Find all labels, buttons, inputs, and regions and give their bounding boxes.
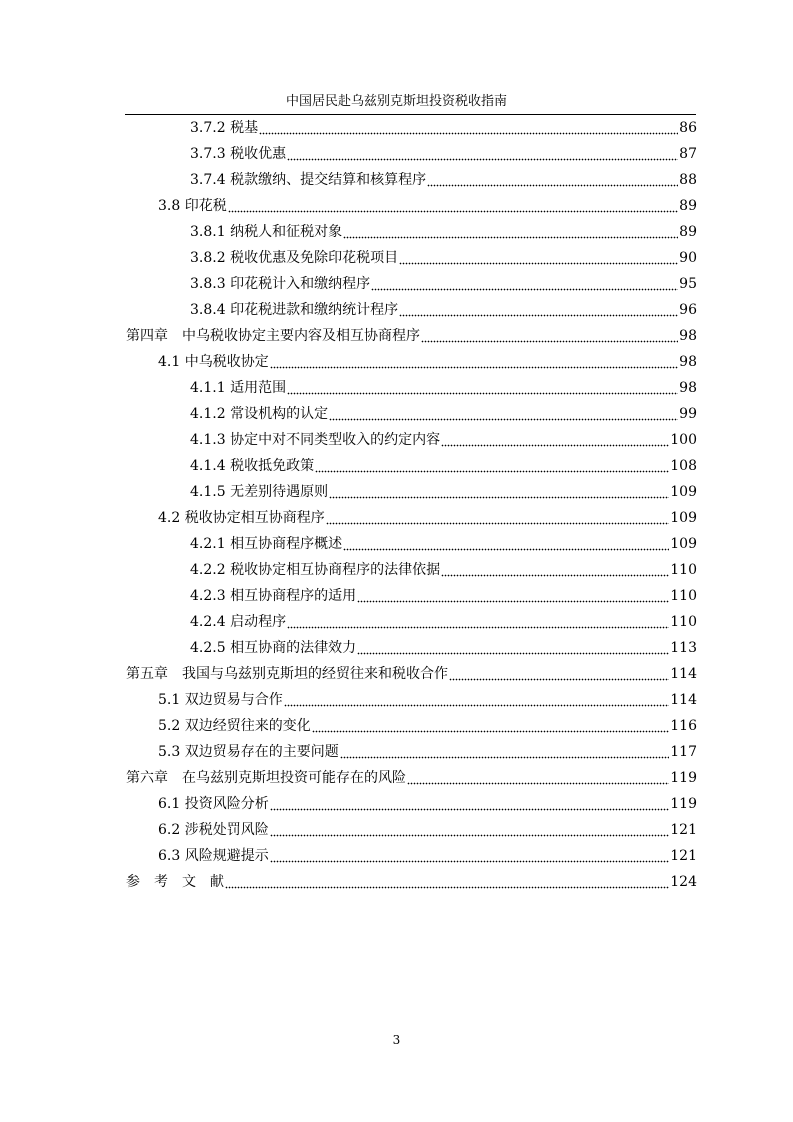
toc-entry-16[interactable] bbox=[0, 505, 793, 531]
toc-entry-label: 5.2 双边经贸往来的变化 bbox=[158, 718, 311, 734]
toc-entry-1[interactable] bbox=[0, 115, 793, 141]
toc-entry-label: 4.2 税收协定相互协商程序 bbox=[158, 510, 325, 526]
toc-entry-page: 98 bbox=[679, 328, 697, 344]
toc-entry-label: 4.1.2 常设机构的认定 bbox=[190, 406, 329, 422]
toc-dot-leader bbox=[421, 329, 678, 343]
toc-entry-page: 114 bbox=[670, 666, 697, 682]
toc-entry-11[interactable] bbox=[0, 375, 793, 401]
toc-entry-label: 6.3 风险规避提示 bbox=[158, 848, 269, 864]
toc-entry-page: 90 bbox=[679, 250, 697, 266]
toc-entry-21[interactable] bbox=[0, 635, 793, 661]
toc-entry-page: 87 bbox=[679, 146, 697, 162]
page-number: 3 bbox=[392, 1033, 401, 1047]
toc-entry-label: 3.7.4 税款缴纳、提交结算和核算程序 bbox=[190, 172, 427, 188]
toc-entry-label: 参 考 文 献 bbox=[126, 874, 224, 890]
toc-entry-label: 3.7.2 税基 bbox=[190, 120, 259, 136]
toc-entry-label: 6.1 投资风险分析 bbox=[158, 796, 269, 812]
toc-entry-label: 4.2.2 税收协定相互协商程序的法律依据 bbox=[190, 562, 441, 578]
toc-entry-label: 4.2.1 相互协商程序概述 bbox=[190, 536, 343, 552]
toc-entry-5[interactable] bbox=[0, 219, 793, 245]
toc-entry-page: 110 bbox=[670, 588, 697, 604]
toc-entry-page: 109 bbox=[670, 536, 697, 552]
toc-entry-label: 3.8.1 纳税人和征税对象 bbox=[190, 224, 343, 240]
toc-entry-17[interactable] bbox=[0, 531, 793, 557]
toc-entry-26[interactable] bbox=[0, 765, 793, 791]
toc-entry-19[interactable] bbox=[0, 583, 793, 609]
toc-entry-label: 4.1.4 税收抵免政策 bbox=[190, 458, 315, 474]
table-of-contents bbox=[0, 115, 793, 895]
toc-entry-2[interactable] bbox=[0, 141, 793, 167]
toc-entry-label: 4.2.5 相互协商的法律效力 bbox=[190, 640, 357, 656]
toc-entry-page: 113 bbox=[670, 640, 697, 656]
toc-entry-page: 86 bbox=[679, 120, 697, 136]
toc-entry-label: 4.1.3 协定中对不同类型收入的约定内容 bbox=[190, 432, 441, 448]
page-header-title: 中国居民赴乌兹别克斯坦投资税收指南 bbox=[285, 94, 507, 109]
toc-entry-page: 95 bbox=[679, 276, 697, 292]
toc-dot-leader bbox=[399, 303, 678, 317]
toc-dot-leader bbox=[343, 537, 669, 551]
toc-entry-15[interactable] bbox=[0, 479, 793, 505]
toc-dot-leader bbox=[340, 745, 670, 759]
toc-dot-leader bbox=[329, 485, 669, 499]
toc-entry-label: 第四章 中乌税收协定主要内容及相互协商程序 bbox=[126, 328, 420, 344]
toc-dot-leader bbox=[259, 121, 678, 135]
toc-entry-label: 3.8.4 印花税进款和缴纳统计程序 bbox=[190, 302, 399, 318]
toc-dot-leader bbox=[287, 615, 669, 629]
toc-entry-page: 121 bbox=[670, 822, 697, 838]
toc-entry-page: 116 bbox=[670, 718, 697, 734]
toc-entry-24[interactable] bbox=[0, 713, 793, 739]
toc-entry-3[interactable] bbox=[0, 167, 793, 193]
toc-entry-10[interactable] bbox=[0, 349, 793, 375]
toc-entry-label: 6.2 涉税处罚风险 bbox=[158, 822, 269, 838]
toc-entry-7[interactable] bbox=[0, 271, 793, 297]
toc-entry-label: 第五章 我国与乌兹别克斯坦的经贸往来和税收合作 bbox=[126, 666, 448, 682]
toc-entry-page: 119 bbox=[670, 796, 697, 812]
toc-dot-leader bbox=[441, 563, 669, 577]
toc-dot-leader bbox=[270, 849, 670, 863]
toc-dot-leader bbox=[312, 719, 670, 733]
toc-entry-label: 5.3 双边贸易存在的主要问题 bbox=[158, 744, 339, 760]
toc-dot-leader bbox=[329, 407, 678, 421]
toc-entry-label: 3.8 印花税 bbox=[158, 198, 227, 214]
toc-entry-page: 88 bbox=[679, 172, 697, 188]
toc-entry-page: 109 bbox=[670, 510, 697, 526]
toc-entry-page: 108 bbox=[670, 458, 697, 474]
toc-entry-25[interactable] bbox=[0, 739, 793, 765]
toc-dot-leader bbox=[427, 173, 678, 187]
toc-dot-leader bbox=[399, 251, 678, 265]
toc-entry-13[interactable] bbox=[0, 427, 793, 453]
toc-entry-page: 98 bbox=[679, 380, 697, 396]
toc-entry-22[interactable] bbox=[0, 661, 793, 687]
toc-entry-29[interactable] bbox=[0, 843, 793, 869]
toc-entry-label: 3.8.3 印花税计入和缴纳程序 bbox=[190, 276, 371, 292]
toc-dot-leader bbox=[326, 511, 670, 525]
toc-entry-page: 89 bbox=[679, 198, 697, 214]
toc-entry-18[interactable] bbox=[0, 557, 793, 583]
toc-dot-leader bbox=[287, 381, 678, 395]
toc-entry-8[interactable] bbox=[0, 297, 793, 323]
toc-entry-12[interactable] bbox=[0, 401, 793, 427]
toc-entry-page: 119 bbox=[670, 770, 697, 786]
toc-dot-leader bbox=[270, 355, 678, 369]
toc-dot-leader bbox=[270, 823, 670, 837]
toc-entry-page: 99 bbox=[679, 406, 697, 422]
toc-dot-leader bbox=[315, 459, 669, 473]
toc-dot-leader bbox=[441, 433, 669, 447]
toc-entry-page: 89 bbox=[679, 224, 697, 240]
toc-entry-label: 3.7.3 税收优惠 bbox=[190, 146, 287, 162]
toc-dot-leader bbox=[287, 147, 678, 161]
toc-dot-leader bbox=[343, 225, 678, 239]
toc-entry-23[interactable] bbox=[0, 687, 793, 713]
toc-dot-leader bbox=[371, 277, 678, 291]
toc-dot-leader bbox=[228, 199, 678, 213]
toc-entry-page: 110 bbox=[670, 614, 697, 630]
toc-dot-leader bbox=[449, 667, 669, 681]
toc-entry-9[interactable] bbox=[0, 323, 793, 349]
toc-entry-label: 4.1 中乌税收协定 bbox=[158, 354, 269, 370]
toc-entry-page: 121 bbox=[670, 848, 697, 864]
toc-entry-page: 117 bbox=[670, 744, 697, 760]
toc-entry-label: 4.1.5 无差别待遇原则 bbox=[190, 484, 329, 500]
toc-entry-page: 110 bbox=[670, 562, 697, 578]
toc-entry-label: 4.2.4 启动程序 bbox=[190, 614, 287, 630]
toc-entry-page: 114 bbox=[670, 692, 697, 708]
toc-entry-label: 4.1.1 适用范围 bbox=[190, 380, 287, 396]
toc-entry-label: 第六章 在乌兹别克斯坦投资可能存在的风险 bbox=[126, 770, 406, 786]
toc-entry-page: 98 bbox=[679, 354, 697, 370]
toc-dot-leader bbox=[284, 693, 670, 707]
toc-entry-page: 96 bbox=[679, 302, 697, 318]
toc-dot-leader bbox=[357, 641, 669, 655]
toc-entry-page: 124 bbox=[670, 874, 697, 890]
toc-entry-label: 4.2.3 相互协商程序的适用 bbox=[190, 588, 357, 604]
toc-entry-27[interactable] bbox=[0, 791, 793, 817]
toc-entry-page: 100 bbox=[670, 432, 697, 448]
toc-entry-4[interactable] bbox=[0, 193, 793, 219]
toc-entry-label: 3.8.2 税收优惠及免除印花税项目 bbox=[190, 250, 399, 266]
toc-entry-14[interactable] bbox=[0, 453, 793, 479]
toc-dot-leader bbox=[357, 589, 669, 603]
toc-entry-label: 5.1 双边贸易与合作 bbox=[158, 692, 283, 708]
toc-entry-page: 109 bbox=[670, 484, 697, 500]
toc-dot-leader bbox=[225, 875, 669, 889]
toc-entry-20[interactable] bbox=[0, 609, 793, 635]
toc-entry-30[interactable] bbox=[0, 869, 793, 895]
toc-entry-28[interactable] bbox=[0, 817, 793, 843]
toc-dot-leader bbox=[270, 797, 670, 811]
toc-dot-leader bbox=[407, 771, 669, 785]
toc-entry-6[interactable] bbox=[0, 245, 793, 271]
